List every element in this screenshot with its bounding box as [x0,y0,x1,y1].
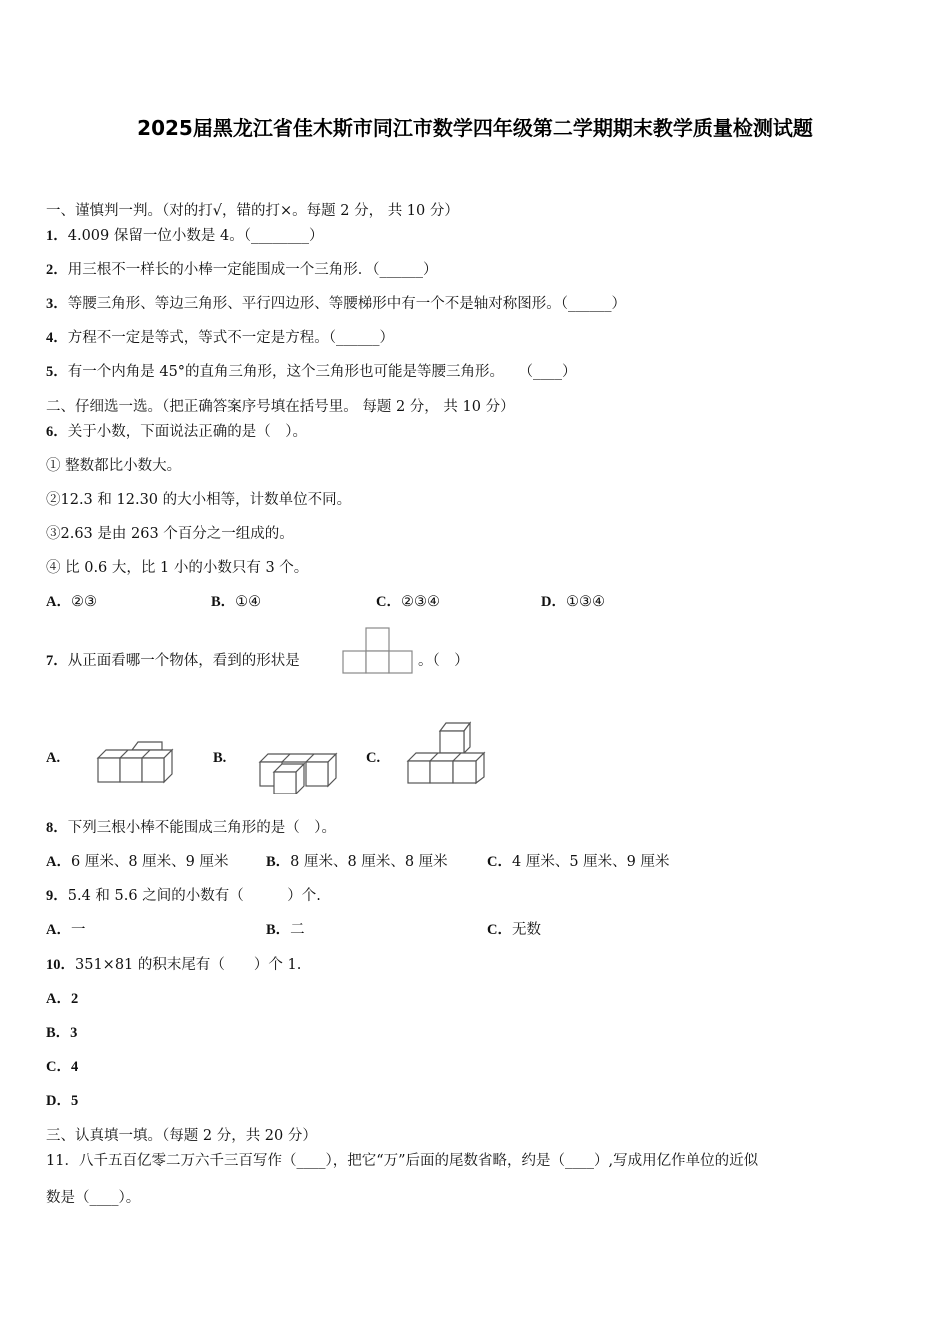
document-title: 2025届黑龙江省佳木斯市同江市数学四年级第二学期期末教学质量检测试题 [137,116,813,140]
option-label: C． [376,594,401,610]
question-text: 351×81 的积末尾有（ ）个 1. [75,957,302,973]
question-number: 8． [46,820,68,836]
option-text: 无数 [511,922,541,938]
statement-4: ④ 比 0.6 大，比 1 小的小数只有 3 个。 [46,560,309,576]
question-text: 5.4 和 5.6 之间的小数有（ ）个. [67,888,321,904]
question-7 [46,651,300,671]
question-number: 2． [46,262,68,278]
question-number: 4． [46,330,68,346]
option-text: 3 [70,1025,78,1041]
question-text: 等腰三角形、等边三角形、平行四边形、等腰梯形中有一个不是轴对称图形。（______） [67,296,626,312]
question-text: 八千五百亿零二万六千三百写作（____），把它“万”后面的尾数省略，约是（____）,写成用亿作单位的近似 [78,1153,759,1169]
statement-3: ③2.63 是由 263 个百分之一组成的。 [46,526,294,542]
front-view-figure [342,627,414,675]
option-label: B． [46,1025,71,1041]
question-9 [46,886,321,906]
option-text: 4 [70,1059,79,1075]
option-text: 2 [70,991,79,1007]
option-label: B. [213,750,227,766]
option-d [46,1091,78,1111]
section-heading-choice: 二、仔细选一选。（把正确答案序号填在括号里。 每题 2 分， 共 10 分） [46,399,515,415]
option-label: C． [487,854,512,870]
option-text: 二 [290,922,305,938]
option-label: C． [487,922,512,938]
question-number: 9． [46,888,68,904]
option-label: B． [211,594,236,610]
option-b [213,748,226,768]
option-label: A． [46,922,71,938]
question-8 [46,818,336,838]
question-text: 4.009 保留一位小数是 4。（________） [67,228,324,244]
option-a [46,748,60,768]
option-text: 5 [70,1093,79,1109]
question-number: 11． [46,1153,79,1169]
question-3 [46,294,626,314]
option-label: D． [46,1093,71,1109]
option-label: B． [266,854,291,870]
option-text: 6 厘米、8 厘米、9 厘米 [70,854,229,870]
cube-figure-c [406,721,488,785]
question-text: 关于小数，下面说法正确的是（ ）。 [67,424,307,440]
option-text: ①④ [235,594,262,610]
question-4 [46,328,394,348]
option-a [46,989,78,1009]
option-label: A. [46,750,61,766]
question-number: 10． [46,957,75,973]
statement-1: ① 整数都比小数大。 [46,458,182,474]
option-a [46,920,85,940]
option-text: 一 [70,922,86,938]
option-a [46,852,229,872]
question-11-continued: 数是（____）。 [46,1190,141,1206]
option-label: A． [46,594,71,610]
option-b [266,920,305,940]
question-2 [46,260,438,280]
question-5 [46,362,577,382]
question-number: 1． [46,228,68,244]
question-1 [46,226,323,246]
option-label: C. [366,750,381,766]
option-text: ①③④ [565,594,605,610]
option-label: A． [46,991,71,1007]
question-text: 方程不一定是等式，等式不一定是方程。（______） [67,330,394,346]
option-c [487,852,670,872]
option-b [46,1023,77,1043]
question-11 [46,1151,758,1171]
cube-figure-b [258,748,340,794]
option-b [211,592,261,612]
question-number: 6． [46,424,68,440]
question-text: 下列三根小棒不能围成三角形的是（ ）。 [67,820,336,836]
option-text: 4 厘米、5 厘米、9 厘米 [511,854,670,870]
question-number: 7． [46,653,68,669]
option-label: D． [541,594,566,610]
option-text: ②③ [70,594,97,610]
option-b [266,852,448,872]
question-text: 有一个内角是 45°的直角三角形，这个三角形也可能是等腰三角形。 （____） [67,364,577,380]
question-text: 从正面看哪一个物体，看到的形状是 [67,653,300,669]
question-text: 用三根不一样长的小棒一定能围成一个三角形．（______） [67,262,438,278]
option-label: B． [266,922,291,938]
option-c [366,748,380,768]
question-10 [46,955,301,975]
question-6 [46,422,307,442]
option-label: A． [46,854,71,870]
question-number: 5． [46,364,68,380]
option-d [541,592,605,612]
question-number: 3． [46,296,68,312]
option-c [46,1057,78,1077]
question-7-tail: 。（ ） [418,653,469,669]
option-label: C． [46,1059,71,1075]
option-c [376,592,440,612]
option-c [487,920,541,940]
option-a [46,592,97,612]
option-text: ②③④ [400,594,440,610]
cube-figure-a [96,740,178,784]
statement-2: ②12.3 和 12.30 的大小相等，计数单位不同。 [46,492,352,508]
section-heading-judgment: 一、谨慎判一判。（对的打√，错的打×。每题 2 分， 共 10 分） [46,203,459,219]
section-heading-fill: 三、认真填一填。（每题 2 分，共 20 分） [46,1128,317,1144]
option-text: 8 厘米、8 厘米、8 厘米 [290,854,448,870]
